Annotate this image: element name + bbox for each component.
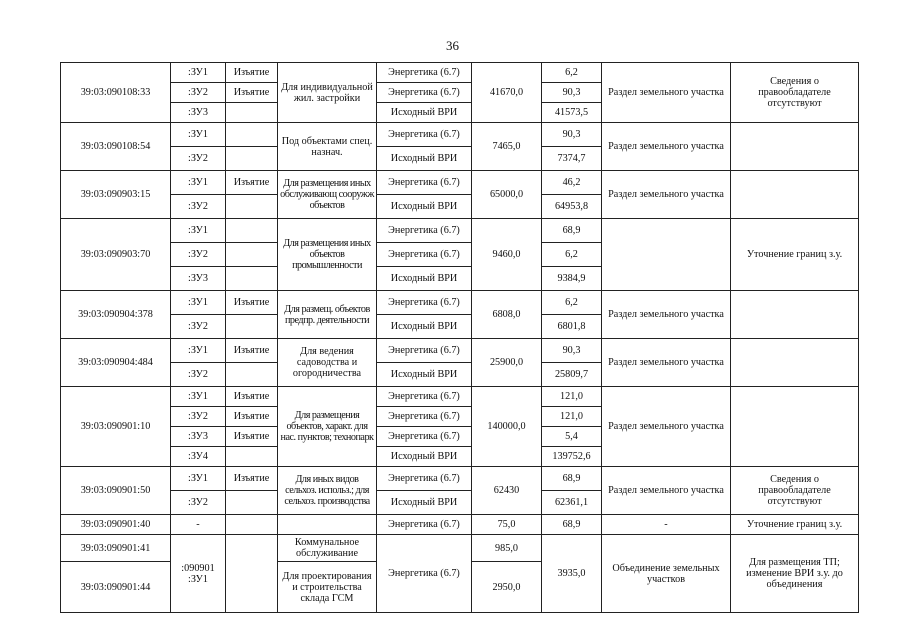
part-number-cell: :ЗУ1 [171,339,226,363]
operation-cell: Раздел земельного участка [602,339,731,387]
part-area-cell: 5,4 [542,427,602,447]
operation-cell: Раздел земельного участка [602,387,731,467]
part-number-cell: :ЗУ2 [171,363,226,387]
new-use-cell: Исходный ВРИ [377,195,472,219]
new-use-cell: Энергетика (6.7) [377,291,472,315]
total-area-cell: 7465,0 [472,123,542,171]
new-use-cell: Исходный ВРИ [377,267,472,291]
action-cell: Изъятие [226,407,278,427]
new-use-cell: Энергетика (6.7) [377,427,472,447]
new-use-cell: Исходный ВРИ [377,147,472,171]
part-number-cell: :ЗУ2 [171,407,226,427]
action-cell: Изъятие [226,467,278,491]
permitted-use-cell: Под объектами спец. назнач. [278,123,377,171]
table-row [61,387,859,407]
permitted-use-cell: Коммунальное обслуживание [278,535,377,562]
new-use-cell: Исходный ВРИ [377,315,472,339]
cadastral-number-cell: 39:03:090901:40 [61,515,171,535]
cadastral-number-cell: 39:03:090901:50 [61,467,171,515]
permitted-use-cell: Для размещения иных объектов промышленности [278,219,377,291]
new-use-cell: Исходный ВРИ [377,491,472,515]
note-cell: Для размещения ТП; изменение ВРИ з.у. до объединения [731,535,859,613]
part-area-cell: 62361,1 [542,491,602,515]
part-number-cell: :ЗУ2 [171,147,226,171]
total-area-cell: 25900,0 [472,339,542,387]
total-area-cell: 140000,0 [472,387,542,467]
action-cell [226,363,278,387]
cadastral-number-cell: 39:03:090901:41 [61,535,171,562]
table-row [61,171,859,195]
part-area-cell: 3935,0 [542,535,602,613]
new-use-cell: Энергетика (6.7) [377,83,472,103]
operation-cell: Объединение земельных участков [602,535,731,613]
note-cell [731,291,859,339]
permitted-use-cell: Для индивидуальной жил. застройки [278,63,377,123]
table-row [61,219,859,243]
new-use-cell: Энергетика (6.7) [377,171,472,195]
total-area-cell: 65000,0 [472,171,542,219]
total-area-cell: 6808,0 [472,291,542,339]
permitted-use-cell: Для ведения садоводства и огородничества [278,339,377,387]
action-cell [226,103,278,123]
total-area-cell: 2950,0 [472,562,542,613]
new-use-cell: Энергетика (6.7) [377,467,472,491]
cadastral-number-cell: 39:03:090901:10 [61,387,171,467]
action-cell [226,515,278,535]
cadastral-number-cell: 39:03:090903:70 [61,219,171,291]
note-cell: Уточнение границ з.у. [731,515,859,535]
action-cell: Изъятие [226,83,278,103]
part-number-cell: :ЗУ1 [171,171,226,195]
part-number-cell: :ЗУ2 [171,195,226,219]
part-area-cell: 139752,6 [542,447,602,467]
part-number-cell: :ЗУ1 [171,387,226,407]
new-use-cell: Исходный ВРИ [377,447,472,467]
action-cell [226,147,278,171]
new-use-cell: Энергетика (6.7) [377,63,472,83]
new-use-cell: Энергетика (6.7) [377,219,472,243]
new-use-cell: Энергетика (6.7) [377,339,472,363]
action-cell: Изъятие [226,427,278,447]
table-row [61,535,859,562]
page-number: 36 [446,38,459,53]
part-area-cell: 6801,8 [542,315,602,339]
note-cell [731,339,859,387]
new-use-cell: Энергетика (6.7) [377,243,472,267]
table-row [61,123,859,147]
operation-cell: Раздел земельного участка [602,467,731,515]
cadastral-number-cell: 39:03:090108:33 [61,63,171,123]
new-use-cell: Энергетика (6.7) [377,387,472,407]
permitted-use-cell: Для размещения объектов, характ. для нас. пунктов; технопарк [278,387,377,467]
part-area-cell: 7374,7 [542,147,602,171]
part-number-cell: :ЗУ1 [171,467,226,491]
action-cell [226,195,278,219]
part-number-cell: :ЗУ3 [171,427,226,447]
table-row [61,467,859,491]
operation-cell: - [602,515,731,535]
action-cell: Изъятие [226,171,278,195]
note-cell [731,123,859,171]
total-area-cell: 75,0 [472,515,542,535]
cadastral-number-cell: 39:03:090903:15 [61,171,171,219]
table-row [61,515,859,535]
land-plots-table [60,62,859,613]
part-area-cell: 9384,9 [542,267,602,291]
operation-cell: Раздел земельного участка [602,63,731,123]
part-area-cell: 68,9 [542,467,602,491]
action-cell: Изъятие [226,291,278,315]
part-area-cell: 64953,8 [542,195,602,219]
total-area-cell: 9460,0 [472,219,542,291]
part-area-cell: 68,9 [542,219,602,243]
total-area-cell: 41670,0 [472,63,542,123]
action-cell: Изъятие [226,339,278,363]
part-area-cell: 41573,5 [542,103,602,123]
part-number-cell: :090901 :ЗУ1 [171,535,226,613]
note-cell: Сведения о правообладателе отсутствуют [731,467,859,515]
total-area-cell: 985,0 [472,535,542,562]
action-cell: Изъятие [226,63,278,83]
part-area-cell: 6,2 [542,63,602,83]
part-area-cell: 6,2 [542,243,602,267]
part-number-cell: :ЗУ2 [171,243,226,267]
part-area-cell: 90,3 [542,83,602,103]
new-use-cell: Энергетика (6.7) [377,515,472,535]
new-use-cell: Исходный ВРИ [377,103,472,123]
action-cell [226,315,278,339]
cadastral-number-cell: 39:03:090108:54 [61,123,171,171]
cadastral-number-cell: 39:03:090904:378 [61,291,171,339]
permitted-use-cell: Для иных видов сельхоз. использ.; для сельхоз. производства [278,467,377,515]
part-number-cell: :ЗУ1 [171,123,226,147]
action-cell: Изъятие [226,387,278,407]
part-number-cell: :ЗУ1 [171,63,226,83]
part-area-cell: 90,3 [542,339,602,363]
part-number-cell: :ЗУ2 [171,491,226,515]
operation-cell [602,219,731,291]
cadastral-number-cell: 39:03:090904:484 [61,339,171,387]
part-number-cell: :ЗУ2 [171,315,226,339]
permitted-use-cell: Для проектирования и строительства склада ГСМ [278,562,377,613]
cadastral-number-cell: 39:03:090901:44 [61,562,171,613]
table-row [61,291,859,315]
part-area-cell: 46,2 [542,171,602,195]
part-number-cell: :ЗУ2 [171,83,226,103]
operation-cell: Раздел земельного участка [602,171,731,219]
action-cell [226,447,278,467]
part-area-cell: 121,0 [542,387,602,407]
part-area-cell: 68,9 [542,515,602,535]
action-cell [226,491,278,515]
part-number-cell: :ЗУ1 [171,219,226,243]
part-number-cell: :ЗУ3 [171,267,226,291]
permitted-use-cell: Для размещения иных обслуживающ сооружж объектов [278,171,377,219]
note-cell: Уточнение границ з.у. [731,219,859,291]
note-cell [731,387,859,467]
new-use-cell: Энергетика (6.7) [377,407,472,427]
new-use-cell: Энергетика (6.7) [377,123,472,147]
new-use-cell: Исходный ВРИ [377,363,472,387]
part-number-cell: :ЗУ1 [171,291,226,315]
part-area-cell: 121,0 [542,407,602,427]
action-cell [226,243,278,267]
part-area-cell: 90,3 [542,123,602,147]
part-area-cell: 6,2 [542,291,602,315]
note-cell: Сведения о правообладателе отсутствуют [731,63,859,123]
action-cell [226,123,278,147]
table-row [61,63,859,83]
table-row [61,339,859,363]
part-number-cell: - [171,515,226,535]
permitted-use-cell: Для размещ. объектов предпр. деятельности [278,291,377,339]
action-cell [226,219,278,243]
operation-cell: Раздел земельного участка [602,123,731,171]
operation-cell: Раздел земельного участка [602,291,731,339]
new-use-cell: Энергетика (6.7) [377,535,472,613]
part-number-cell: :ЗУ3 [171,103,226,123]
action-cell [226,267,278,291]
note-cell [731,171,859,219]
permitted-use-cell [278,515,377,535]
part-area-cell: 25809,7 [542,363,602,387]
action-cell [226,535,278,613]
total-area-cell: 62430 [472,467,542,515]
part-number-cell: :ЗУ4 [171,447,226,467]
